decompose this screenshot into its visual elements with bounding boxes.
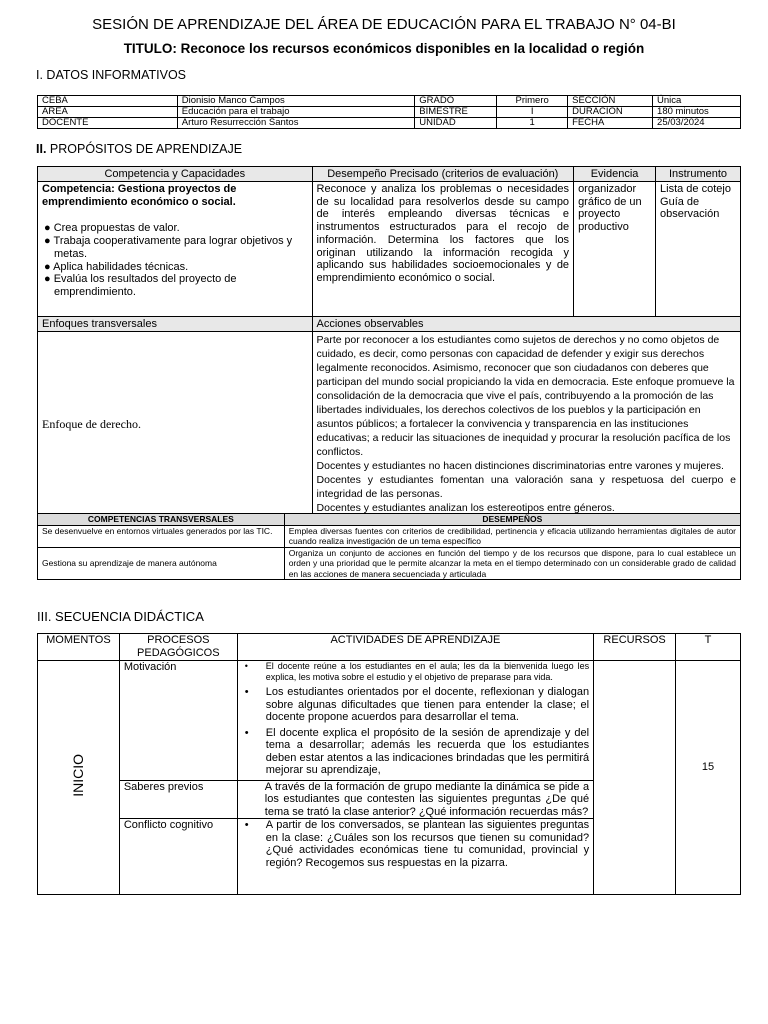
table-row	[38, 118, 741, 129]
label-bimestre: BIMESTRE	[415, 107, 497, 118]
section-datos-heading: I. DATOS INFORMATIVOS	[36, 68, 187, 82]
section-number: II.	[36, 142, 47, 156]
capacidades-list	[42, 222, 308, 298]
value-seccion: Única	[653, 96, 741, 107]
table-header-row	[38, 634, 741, 661]
col-desempeno: Desempeño Precisado (criterios de evaluación)	[312, 167, 574, 182]
list-item: • A partir de los conversados, se plantean las siguientes preguntas en la clase: ¿Cuáles son los recursos que tienen su comunidad? ¿Qué actividades económicas tiene tu comunidad, provincial y región? Recogemos sus respuestas en la pizarra.	[242, 819, 589, 869]
tiempo-cell: 15	[676, 661, 741, 895]
table-header-row	[38, 317, 741, 332]
desempeno-transversal: Organiza un conjunto de acciones en función del tiempo y de los recursos que dispone, para lo cual establece un orden y una prioridad que le permite alcanzar la meta en el tiempo determinado con un considerable grado de calidad en las acciones de manera secuenciada y articulada	[284, 547, 740, 580]
col-evidencia: Evidencia	[574, 167, 656, 182]
value-fecha: 25/03/2024	[653, 118, 741, 129]
value-unidad: 1	[497, 118, 568, 129]
list-item: ● Crea propuestas de valor.	[44, 222, 180, 235]
list-item: • El docente reúne a los estudiantes en el aula; les da la bienvenida luego les explica, les motiva sobre el estudio y el objetivo de preparase para vida.	[242, 661, 589, 683]
list-item: • Los estudiantes orientados por el docente, reflexionan y dialogan sobre algunas dificultades que tienen para entender la clase; el docente propone acuerdos para desarrollar el tema.	[242, 686, 589, 724]
label-unidad: UNIDAD	[415, 118, 497, 129]
motivacion-list	[242, 661, 589, 777]
table-row	[38, 525, 741, 547]
label-grado: GRADO	[415, 96, 497, 107]
list-item: ● Trabaja cooperativamente para lograr objetivos y metas.	[44, 235, 293, 260]
desempeno-cell: Reconoce y analiza los problemas o necesidades de su localidad para resolverlos desde su campo de interés empleando diversas técnicas e instrumentos estructurados para el recojo de información. Determina los factores que los originan utilizando la información recogida y aplicando sus habilidades socioemocionales y de emprendimiento económico o social.	[312, 182, 574, 317]
actividades-saberes: A través de la formación de grupo mediante la dinámica se pide a los estudiantes que contesten las siguientes preguntas ¿De qué tema se trató la clase anterior? ¿Qué información recuerdas más?	[237, 780, 593, 819]
acciones-paragraph: Docentes y estudiantes fomentan una valoración sana y respetuosa del cuerpo e integridad de las personas.	[316, 474, 736, 500]
table-row	[38, 96, 741, 107]
table-row	[38, 332, 741, 517]
comp-transversal: Gestiona su aprendizaje de manera autónoma	[38, 547, 285, 580]
proceso-saberes: Saberes previos	[119, 780, 237, 819]
section-secuencia-heading: III. SECUENCIA DIDÁCTICA	[37, 609, 204, 624]
proceso-motivacion: Motivación	[119, 661, 237, 781]
conflicto-list	[242, 819, 589, 869]
value-duracion: 180 minutos	[653, 107, 741, 118]
label-fecha: FECHA	[568, 118, 653, 129]
table-row	[38, 107, 741, 118]
label-duracion: DURACION	[568, 107, 653, 118]
acciones-paragraph: Parte por reconocer a los estudiantes como sujetos de derechos y no como objetos de cuidado, es decir, como personas con capacidad de defender y exigir sus derechos legalmente reconocidos. Asimismo, reconocer que son ciudadanos con deberes que participan del mundo social propiciando la vida en democracia. Este enfoque promueve la consolidación de la democracia que vive el país, contribuyendo a la promoción de las libertades individuales, los derechos colectivos de los pueblos y la participación en asuntos públicos; a fortalecer la convivencia y transparencia en las instituciones educativas; a reducir las situaciones de inequidad y procurar la resolución pacífica de los conflictos.	[316, 334, 735, 458]
actividades-conflicto	[237, 819, 593, 895]
table-row	[38, 661, 741, 781]
momento-cell	[38, 661, 120, 895]
value-docente: Arturo Resurrección Santos	[177, 118, 415, 129]
list-item: • El docente explica el propósito de la sesión de aprendizaje y del tema a desarrollar; además les recuerda que los estudiantes deben estar atentos a las indicaciones brindadas que les permitirá mejorar su aprendizaje,	[242, 727, 589, 777]
acciones-paragraph: Docentes y estudiantes no hacen distinciones discriminatorias entre varones y mujeres.	[316, 460, 724, 472]
momento-inicio: INICIO	[70, 754, 87, 798]
col-t: T	[676, 634, 741, 661]
list-item: ● Evalúa los resultados del proyecto de emprendimiento.	[44, 273, 237, 298]
value-area: Educación para el trabajo	[177, 107, 415, 118]
value-ceba: Dionisio Manco Campos	[177, 96, 415, 107]
datos-informativos-table	[37, 95, 741, 129]
label-ceba: CEBA	[38, 96, 178, 107]
proceso-conflicto: Conflicto cognitivo	[119, 819, 237, 895]
acciones-paragraph: Docentes y estudiantes analizan los estereotipos entre géneros.	[316, 502, 615, 514]
propositos-table	[37, 166, 741, 517]
label-docente: DOCENTE	[38, 118, 178, 129]
col-momentos: MOMENTOS	[38, 634, 120, 661]
label-area: AREA	[38, 107, 178, 118]
section-propositos-heading	[36, 142, 242, 156]
col-actividades: ACTIVIDADES DE APRENDIZAJE	[237, 634, 593, 661]
competencia-cell	[38, 182, 313, 317]
comp-transversal: Se desenvuelve en entornos virtuales generados por las TIC.	[38, 525, 285, 547]
competencia-text: Competencia: Gestiona proyectos de emprendimiento económico o social.	[42, 183, 237, 208]
col-instrumento: Instrumento	[656, 167, 741, 182]
recursos-cell	[594, 661, 676, 895]
secuencia-table	[37, 633, 741, 895]
col-enfoques: Enfoques transversales	[38, 317, 313, 332]
document-title: SESIÓN DE APRENDIZAJE DEL ÁREA DE EDUCACIÓN PARA EL TRABAJO N° 04-BI	[92, 16, 676, 33]
col-comp-transversales: COMPETENCIAS TRANSVERSALES	[38, 514, 285, 526]
instrumento-cell: Lista de cotejo Guía de observación	[656, 182, 741, 317]
col-procesos: PROCESOS PEDAGÓGICOS	[119, 634, 237, 661]
value-bimestre: I	[497, 107, 568, 118]
session-subtitle: TITULO: Reconoce los recursos económicos disponibles en la localidad o región	[123, 41, 645, 56]
col-acciones: Acciones observables	[312, 317, 740, 332]
table-header-row	[38, 167, 741, 182]
col-recursos: RECURSOS	[594, 634, 676, 661]
table-row	[38, 182, 741, 317]
col-desempenos: DESEMPEÑOS	[284, 514, 740, 526]
label-seccion: SECCIÓN	[568, 96, 653, 107]
table-row	[38, 547, 741, 580]
enfoque-cell: Enfoque de derecho.	[38, 332, 313, 517]
acciones-cell	[312, 332, 740, 517]
value-grado: Primero	[497, 96, 568, 107]
list-item: ● Aplica habilidades técnicas.	[44, 260, 189, 273]
table-header-row	[38, 514, 741, 526]
col-competencia: Competencia y Capacidades	[38, 167, 313, 182]
actividades-motivacion	[237, 661, 593, 781]
competencias-transversales-table	[37, 513, 741, 580]
evidencia-cell: organizador gráfico de un proyecto productivo	[574, 182, 656, 317]
section-title: PROPÓSITOS DE APRENDIZAJE	[46, 142, 243, 156]
desempeno-transversal: Emplea diversas fuentes con criterios de credibilidad, pertinencia y eficacia utilizando herramientas digitales de autor cuando realiza investigación de un tema específico	[284, 525, 740, 547]
